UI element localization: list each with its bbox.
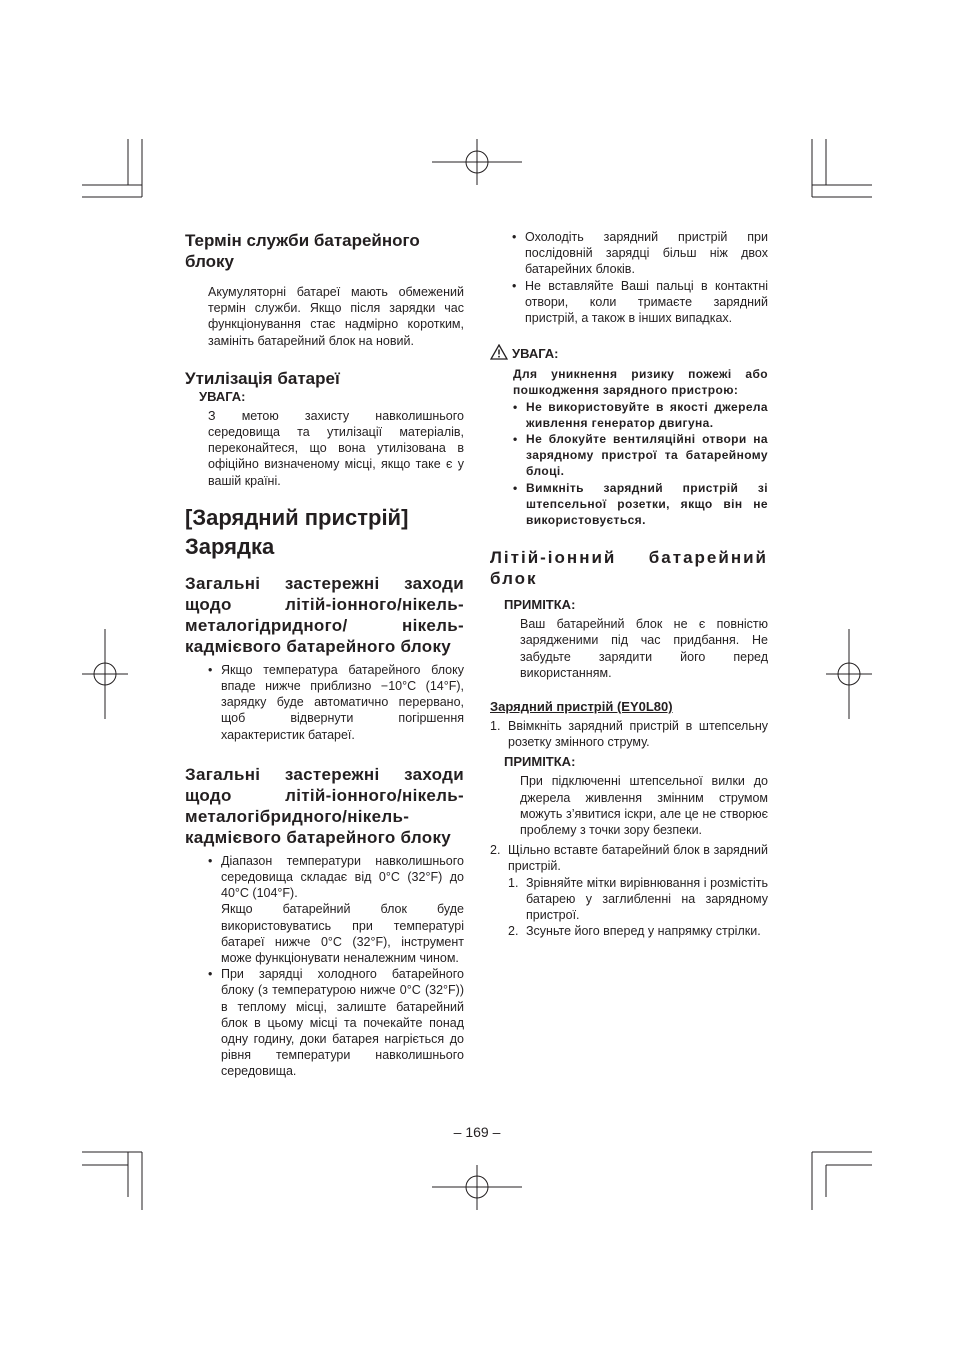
warning-item-3 <box>513 480 768 529</box>
note-label-2: ПРИМІТКА: <box>504 754 576 770</box>
step-2-sub-1-number: 1. <box>508 875 519 890</box>
charger-item-2-text: Не вставляйте Ваші пальці в контактні отвори, коли тримаєте зарядний пристрій, а також в інших випадках. <box>525 278 768 326</box>
note-text-1: Ваш батарейний блок не є повністю зарядженими під час придбання. Не забудьте зарядити його перед використанням. <box>520 617 768 680</box>
step-2-sub-2-number: 2. <box>508 924 519 939</box>
charger-section-title <box>185 503 464 561</box>
step-2-sub-1-text: Зрівняйте мітки вирівнювання і розмістіть батарею у заглибленні на зарядному пристрої. <box>526 875 768 923</box>
step-1 <box>490 718 768 750</box>
warning-label-text: УВАГА: <box>512 346 559 362</box>
precaution-item-2-text: Діапазон температури навколишнього середовища складає від 0°C (32°F) до 40°C (104°F). <box>221 853 464 901</box>
right-column <box>490 226 768 940</box>
charger-item-1 <box>512 229 768 278</box>
bullet: • <box>512 278 517 293</box>
precaution-item-2-extra: Якщо батарейний блок буде використовуватись при температурі батареї нижче 0°C (32°F), інструмент може функціонувати неналежним чином. <box>221 902 464 966</box>
precaution-item-1-text: Якщо температура батарейного блоку впаде нижче приблизно −10°C (14°F), зарядку буде автоматично перервано, щоб відвернути погіршення характеристик батареї. <box>221 662 464 742</box>
step-2 <box>490 842 768 874</box>
charger-title-line2: Зарядка <box>185 533 275 559</box>
charger-model-heading: Зарядний пристрій (EY0L80) <box>490 699 673 715</box>
precaution-item-3-text: При зарядці холодного батарейного блоку (з температурою нижче 0°C (32°F)) в теплому місці, залиште батарейний блок в цьому місці та почекайте понад одну годину, доки батарея нагріється до рівня температури навколишнього середовища. <box>221 967 464 1079</box>
precautions-heading-1: Загальні застережні заходи щодо літій-іонного/нікель-металогідридного/ нікель-кадмієвого батарейного блоку <box>185 573 464 656</box>
precaution-item-3 <box>208 966 464 1079</box>
note-text-2: При підключенні штепсельної вилки до джерела живлення змінним струмом можуть з’явитися іскри, але це не створює проблему з точки зору безпеки. <box>520 774 768 838</box>
left-column <box>185 226 464 1080</box>
disposal-heading: Утилізація батареї <box>185 368 340 388</box>
step-2-sub-2 <box>508 923 768 939</box>
warning-triangle-icon <box>490 344 508 360</box>
precautions-heading-2: Загальні застережні заходи щодо літій-іонного/нікель-металогібридного/нікель-кадмієвого батарейного блоку <box>185 764 464 847</box>
bullet: • <box>208 967 213 982</box>
step-2-text: Щільно вставте батарейний блок в зарядний пристрій. <box>508 843 768 874</box>
step-1-number: 1. <box>490 719 501 734</box>
li-ion-heading: Літій-іонний батарейний блок <box>490 548 768 589</box>
disposal-caution-label: УВАГА: <box>199 388 246 404</box>
warning-item-2 <box>513 431 768 480</box>
bullet: • <box>208 662 213 677</box>
warning-label <box>490 344 768 362</box>
battery-life-heading: Термін служби батарейного блоку <box>185 231 420 271</box>
charger-item-1-text: Охолодіть зарядний пристрій при послідовній зарядці більш ніж двох батарейних блоків. <box>525 230 768 277</box>
precaution-item-1 <box>208 662 464 743</box>
warning-item-2-text: Не блокуйте вентиляційні отвори на зарядному пристрої та батарейному блоці. <box>526 432 768 479</box>
charger-title-line1: [Зарядний пристрій] <box>185 504 409 530</box>
step-1-text: Ввімкніть зарядний пристрій в штепсельну розетку змінного струму. <box>508 719 768 750</box>
bullet: • <box>513 480 518 495</box>
charger-item-2 <box>512 278 768 327</box>
battery-life-text: Акумуляторні батареї мають обмежений термін служби. Якщо після зарядки час функціонування стає надмірно коротким, замініть батарейний блок на новий. <box>208 285 464 348</box>
note-label-1: ПРИМІТКА: <box>504 597 576 613</box>
step-2-sub-2-text: Зсуньте його вперед у напрямку стрілки. <box>526 924 761 939</box>
step-2-sub-1 <box>508 875 768 924</box>
bullet: • <box>208 853 213 868</box>
bullet: • <box>512 230 517 244</box>
bullet: • <box>513 432 518 447</box>
warning-item-1-text: Не використовуйте в якості джерела живлення генератор двигуна. <box>526 399 768 430</box>
bullet: • <box>513 399 518 414</box>
disposal-text: З метою захисту навколишнього середовища та утилізації матеріалів, переконайтеся, що вона утилізована в офіційно визначеному місці, якщо таке є у вашій країні. <box>208 408 464 488</box>
warning-intro: Для уникнення ризику пожежі або пошкодження зарядного пристрою: <box>513 367 768 398</box>
warning-item-1 <box>513 399 768 431</box>
warning-item-3-text: Вимкніть зарядний пристрій зі штепсельної розетки, якщо він не використовується. <box>526 480 768 528</box>
page-number: – 169 – <box>453 1124 501 1140</box>
step-2-number: 2. <box>490 843 501 858</box>
precaution-item-2 <box>208 853 464 966</box>
